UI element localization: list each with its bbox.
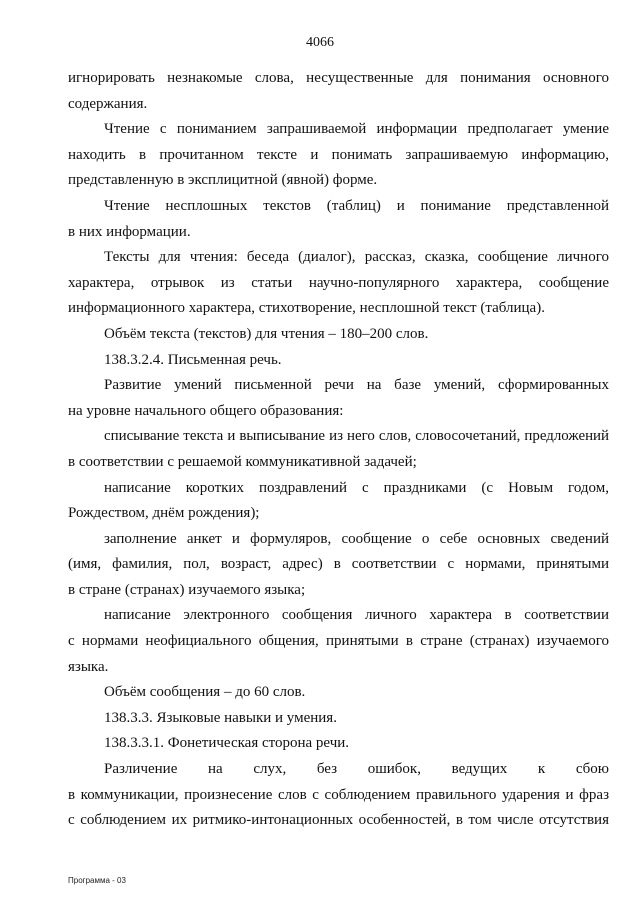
text-line: Объём текста (текстов) для чтения – 180–200 слов.	[104, 325, 429, 342]
text-line: в них информации.	[68, 223, 191, 240]
text-line: содержания.	[68, 95, 148, 112]
text-line: Развитие умений письменной речи на базе умений, сформированных	[104, 377, 609, 394]
section-heading: 138.3.3.1. Фонетическая сторона речи.	[104, 735, 350, 752]
text-line: Чтение несплошных текстов (таблиц) и понимание представленной	[104, 197, 609, 214]
text-line: с нормами неофициального общения, принятыми в стране (странах) изучаемого	[68, 633, 609, 650]
page-number: 4066	[306, 35, 334, 50]
section-heading: 138.3.2.4. Письменная речь.	[104, 351, 282, 368]
text-line: представленную в эксплицитной (явной) форме.	[68, 172, 378, 189]
page-footer: Программа - 03	[68, 876, 126, 885]
text-line: Объём сообщения – до 60 слов.	[104, 684, 306, 701]
text-line: характера, отрывок из статьи научно-популярного характера, сообщение	[68, 274, 609, 291]
text-line: списывание текста и выписывание из него слов, словосочетаний, предложений	[104, 428, 609, 445]
text-line: Чтение с пониманием запрашиваемой информации предполагает умение	[104, 121, 609, 138]
body-text	[68, 66, 609, 834]
text-line: заполнение анкет и формуляров, сообщение о себе основных сведений	[104, 530, 609, 547]
text-line: написание электронного сообщения личного характера в соответствии	[104, 607, 609, 624]
text-line: Тексты для чтения: беседа (диалог), рассказ, сказка, сообщение личного	[104, 249, 609, 266]
text-line: в соответствии с решаемой коммуникативной задачей;	[68, 453, 417, 470]
text-line: в стране (странах) изучаемого языка;	[68, 581, 306, 598]
text-line: Различение на слух, без ошибок, ведущих к сбою	[104, 761, 609, 778]
text-line: (имя, фамилия, пол, возраст, адрес) в соответствии с нормами, принятыми	[68, 556, 609, 573]
section-heading: 138.3.3. Языковые навыки и умения.	[104, 709, 337, 726]
text-line: игнорировать незнакомые слова, несущественные для понимания основного	[68, 70, 609, 86]
text-line: в коммуникации, произнесение слов с соблюдением правильного ударения и фраз	[68, 786, 609, 803]
text-line: находить в прочитанном тексте и понимать запрашиваемую информацию,	[68, 146, 609, 163]
text-line: написание коротких поздравлений с праздниками (с Новым годом,	[104, 479, 609, 496]
text-line: языка.	[68, 658, 109, 675]
text-line: с соблюдением их ритмико-интонационных особенностей, в том числе отсутствия	[68, 812, 609, 829]
text-line: на уровне начального общего образования:	[68, 402, 344, 419]
text-line: Рождеством, днём рождения);	[68, 505, 260, 522]
text-line: информационного характера, стихотворение, несплошной текст (таблица).	[68, 300, 545, 317]
